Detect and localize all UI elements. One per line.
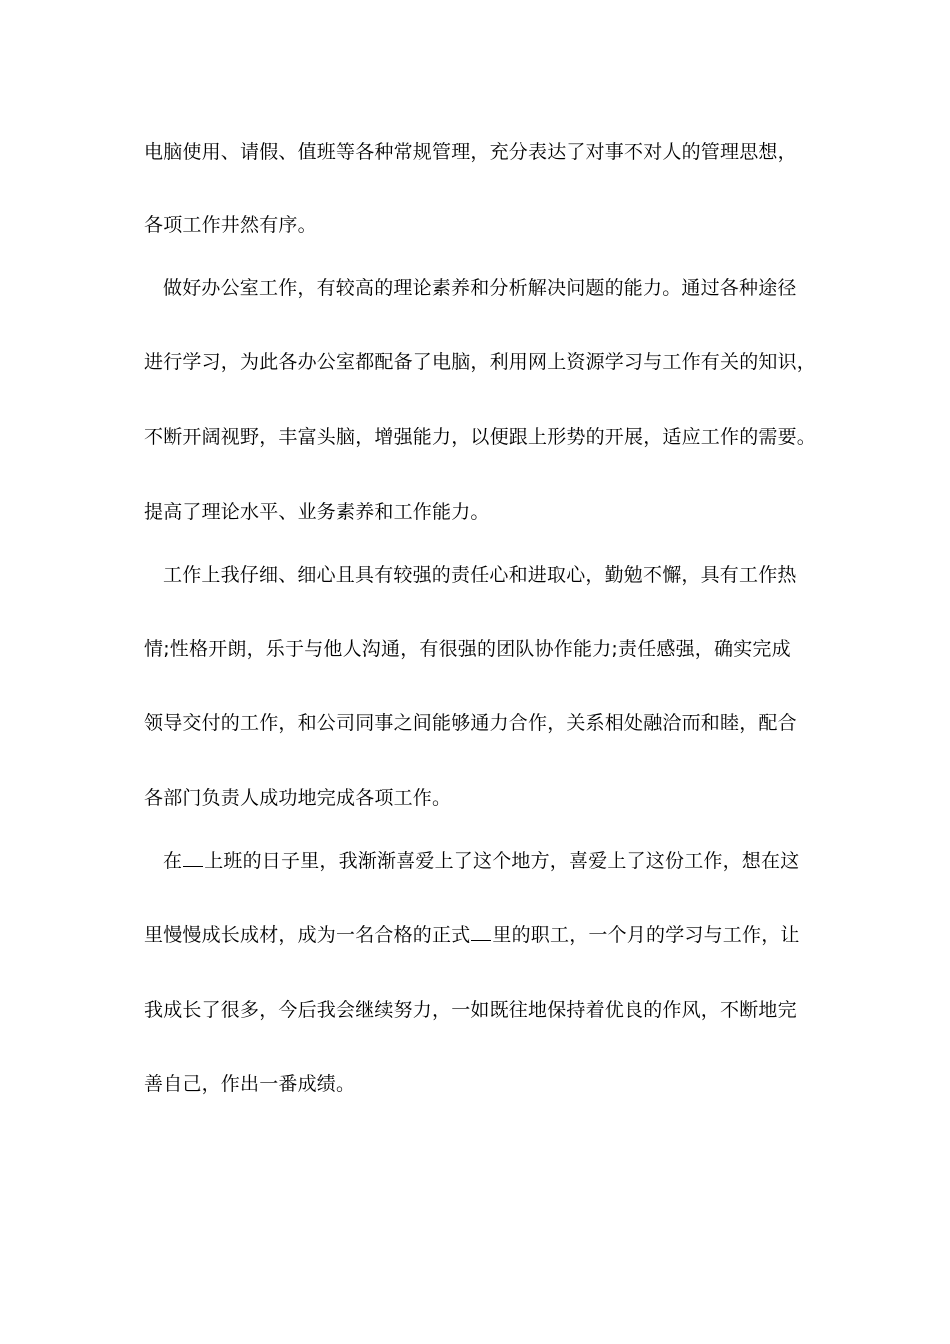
- paragraph-line: 电脑使用、请假、值班等各种常规管理，充分表达了对事不对人的管理思想，: [144, 141, 797, 163]
- paragraph-line: 我成长了很多，今后我会继续努力，一如既往地保持着优良的作风，不断地完: [144, 999, 797, 1021]
- line-text: 里的职工，一个月的学习与工作，让: [492, 924, 800, 946]
- paragraph-line: 领导交付的工作，和公司同事之间能够通力合作，关系相处融洽而和睦，配合: [144, 712, 797, 734]
- paragraph-line: 不断开阔视野，丰富头脑，增强能力，以便跟上形势的开展，适应工作的需要。: [144, 426, 817, 448]
- paragraph-line: 提高了理论水平、业务素养和工作能力。: [144, 501, 490, 523]
- paragraph-line: 情;性格开朗，乐于与他人沟通，有很强的团队协作能力;责任感强，确实完成: [144, 638, 791, 660]
- paragraph-line: 善自己，作出一番成绩。: [144, 1073, 356, 1095]
- paragraph-line: 工作上我仔细、细心且具有较强的责任心和进取心，勤勉不懈，具有工作热: [163, 564, 797, 586]
- paragraph-line: 各部门负责人成功地完成各项工作。: [144, 787, 452, 809]
- line-text: 上班的日子里，我渐渐喜爱上了这个地方，喜爱上了这份工作，想在这: [204, 850, 800, 872]
- paragraph-line: 进行学习，为此各办公室都配备了电脑，利用网上资源学习与工作有关的知识，: [144, 351, 817, 373]
- paragraph-line: [163, 849, 833, 873]
- line-text: 里慢慢成长成材，成为一名合格的正式: [144, 924, 471, 946]
- paragraph-line: 各项工作井然有序。: [144, 214, 317, 236]
- fill-in-blank: [471, 938, 491, 941]
- paragraph-line: 做好办公室工作，有较高的理论素养和分析解决问题的能力。通过各种途径: [163, 277, 797, 299]
- line-text: 在: [163, 850, 183, 872]
- paragraph-line: [144, 923, 814, 947]
- fill-in-blank: [183, 864, 203, 867]
